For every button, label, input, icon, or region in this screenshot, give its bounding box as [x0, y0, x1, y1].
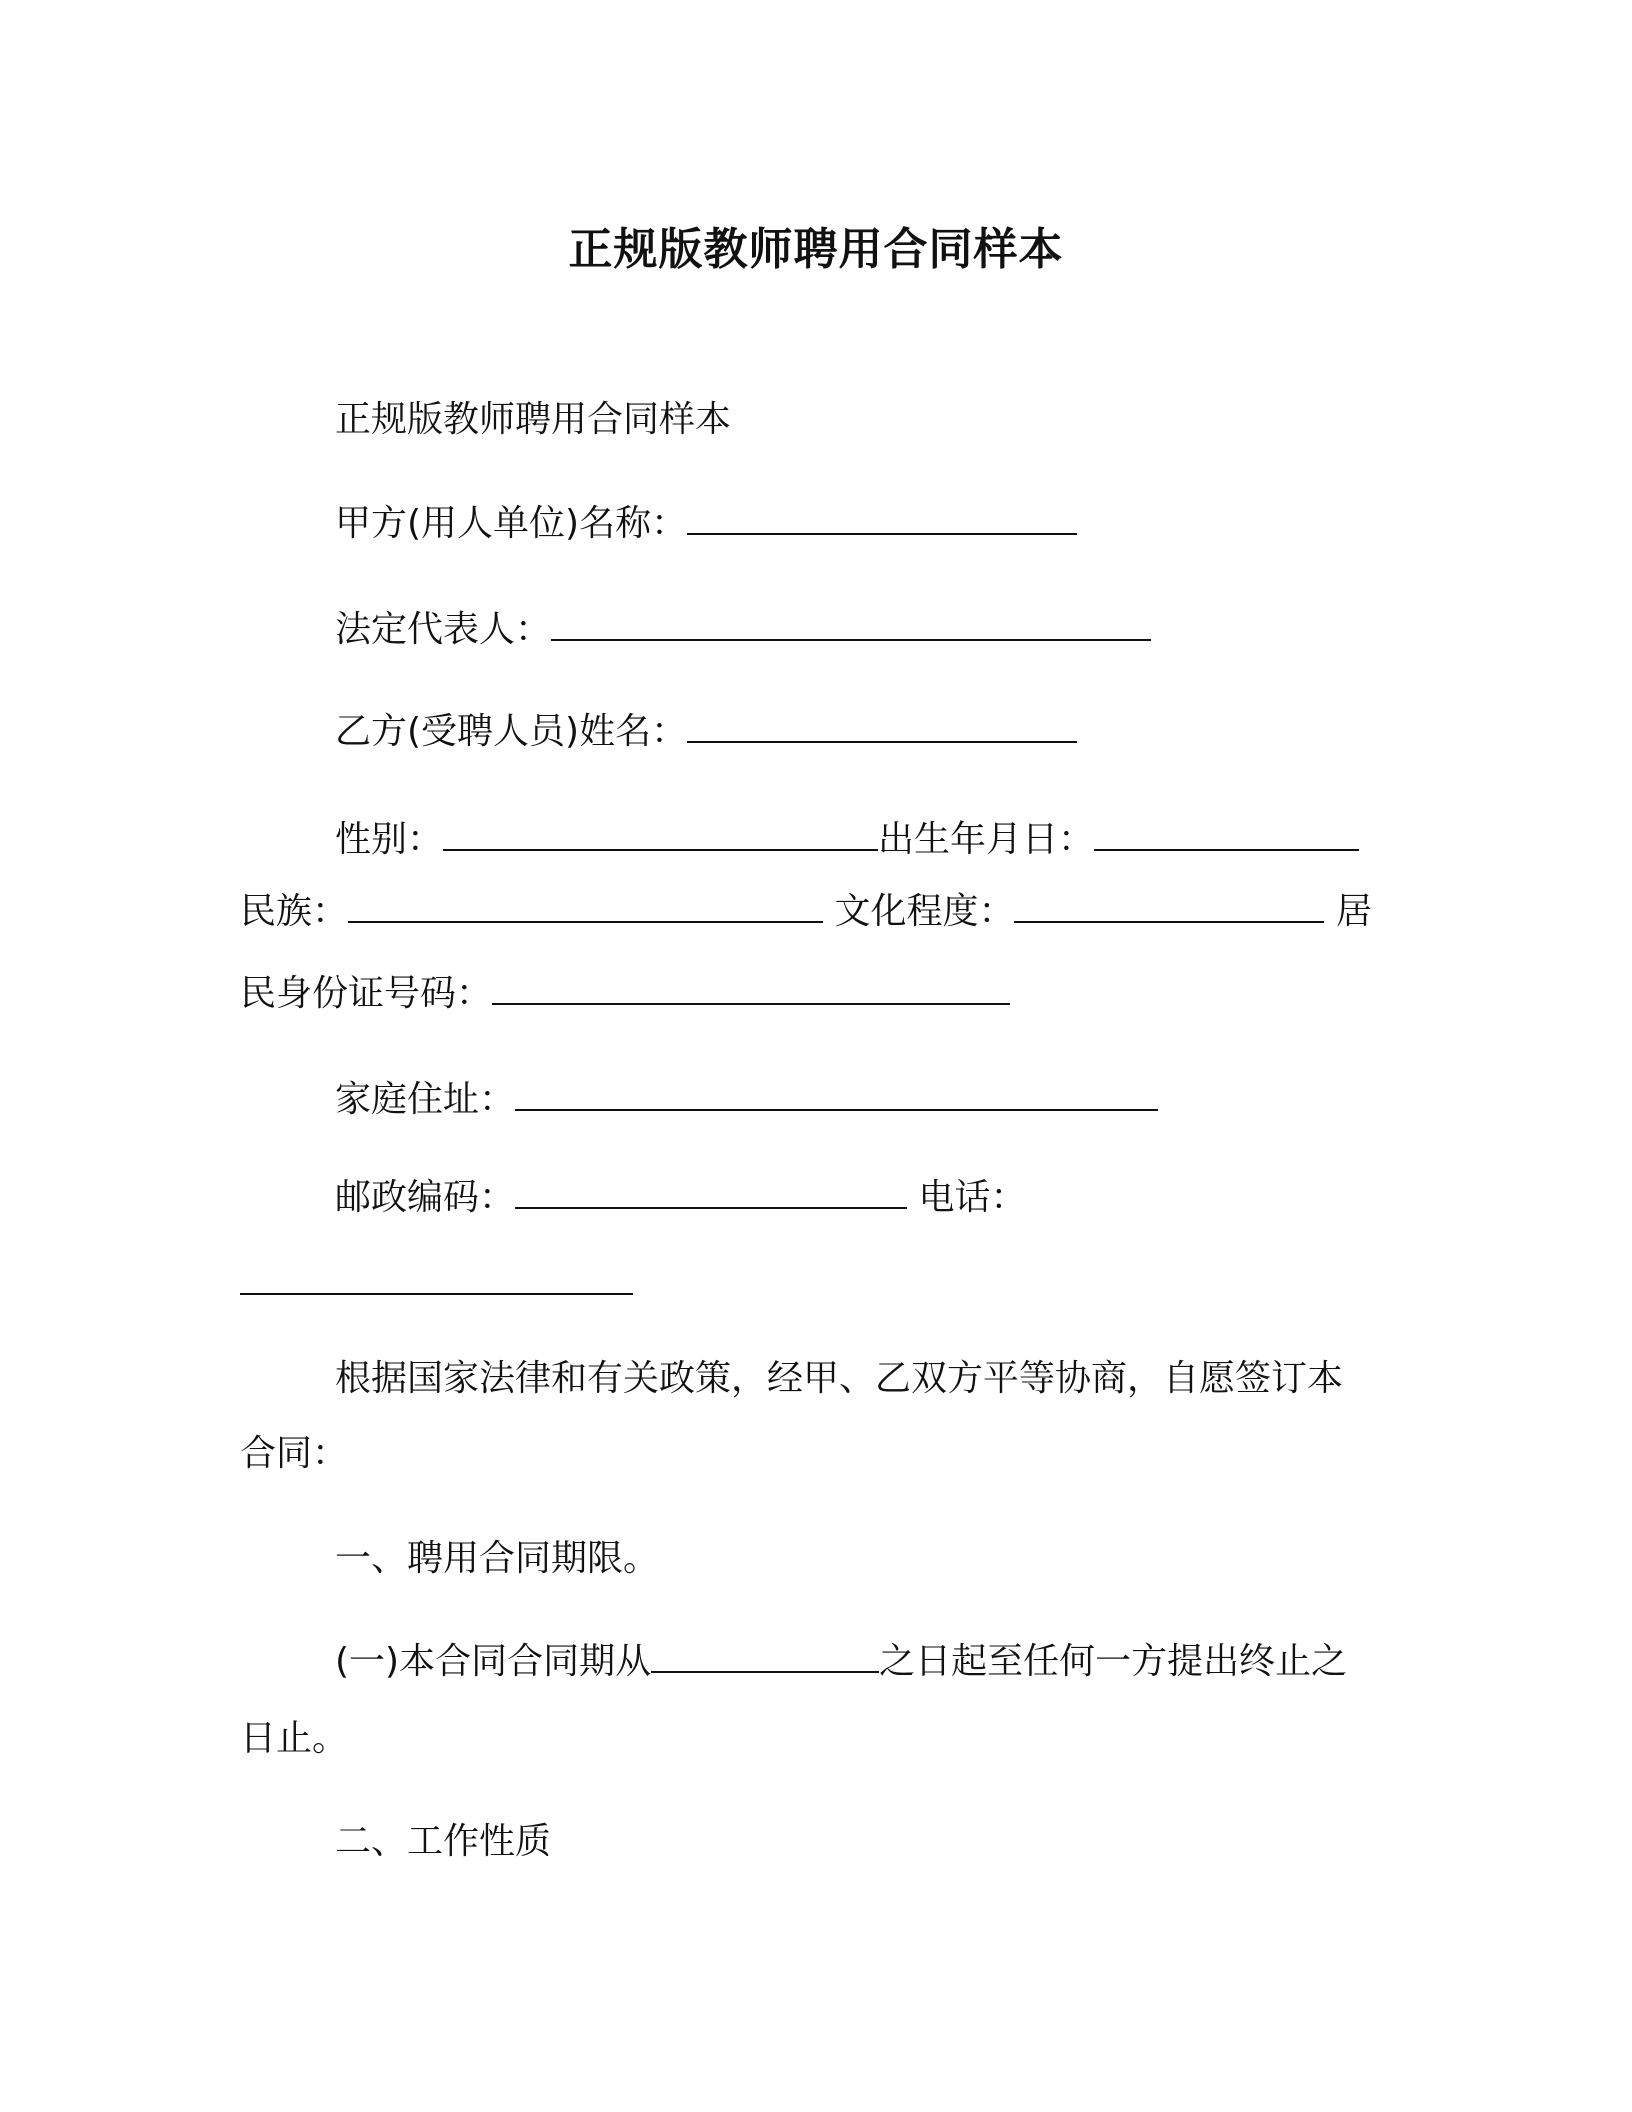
gender-birth-row [335, 818, 1359, 862]
gender-label: 性别： [335, 819, 444, 860]
legal-rep-row [335, 608, 1151, 652]
postcode-phone-row [335, 1176, 1026, 1220]
address-row [335, 1078, 1158, 1122]
party-b-name-label: 乙方(受聘人员)姓名： [335, 711, 688, 752]
intro-paragraph-line2 [240, 1432, 348, 1476]
phone-blank-row [240, 1262, 633, 1306]
education-label: 文化程度： [834, 891, 1015, 932]
id-number-row [240, 972, 1010, 1016]
section1-heading-text: 一、聘用合同期限。 [335, 1538, 660, 1579]
party-b-name-blank [687, 711, 1077, 743]
section1-item1-line1 [335, 1640, 1347, 1684]
phone-label: 电话： [918, 1177, 1027, 1218]
party-a-name-row [335, 502, 1077, 546]
legal-rep-blank [551, 609, 1151, 641]
legal-rep-label: 法定代表人： [335, 609, 552, 650]
party-a-name-blank [687, 503, 1077, 535]
section2-heading-text: 二、工作性质 [335, 1821, 552, 1862]
id-label-part2: 民身份证号码： [240, 973, 493, 1014]
postcode-blank [515, 1177, 907, 1209]
party-a-name-label: 甲方(用人单位)名称： [335, 503, 688, 544]
section1-heading [335, 1537, 659, 1581]
intro-text-line1: 根据国家法律和有关政策，经甲、乙双方平等协商，自愿签订本 [335, 1358, 1344, 1399]
phone-blank [240, 1263, 633, 1295]
section2-heading [335, 1820, 551, 1864]
contract-start-blank [651, 1641, 879, 1673]
ethnicity-blank [348, 891, 823, 923]
birth-label: 出生年月日： [878, 819, 1095, 860]
section1-item1-line2 [240, 1717, 348, 1761]
education-blank [1014, 891, 1324, 923]
page-title: 正规版教师聘用合同样本 [568, 224, 1064, 275]
intro-paragraph-line1 [335, 1357, 1343, 1401]
intro-text-line2: 合同： [240, 1433, 349, 1474]
party-b-name-row [335, 710, 1077, 754]
birth-blank [1094, 819, 1359, 851]
document-subtitle [335, 398, 731, 442]
address-label: 家庭住址： [335, 1079, 516, 1120]
section1-item1-text-part2: 之日起至任何一方提出终止之 [879, 1641, 1348, 1682]
section1-item1-text-line2: 日止。 [240, 1718, 349, 1759]
id-number-blank [492, 973, 1010, 1005]
postcode-label: 邮政编码： [335, 1177, 516, 1218]
address-blank [515, 1079, 1158, 1111]
section1-item1-text-part1: (一)本合同合同期从 [335, 1641, 652, 1682]
gender-blank [443, 819, 878, 851]
ethnicity-label: 民族： [240, 891, 349, 932]
ethnicity-education-row [240, 890, 1372, 934]
subtitle-text: 正规版教师聘用合同样本 [335, 399, 732, 440]
id-label-part1: 居 [1335, 891, 1372, 932]
